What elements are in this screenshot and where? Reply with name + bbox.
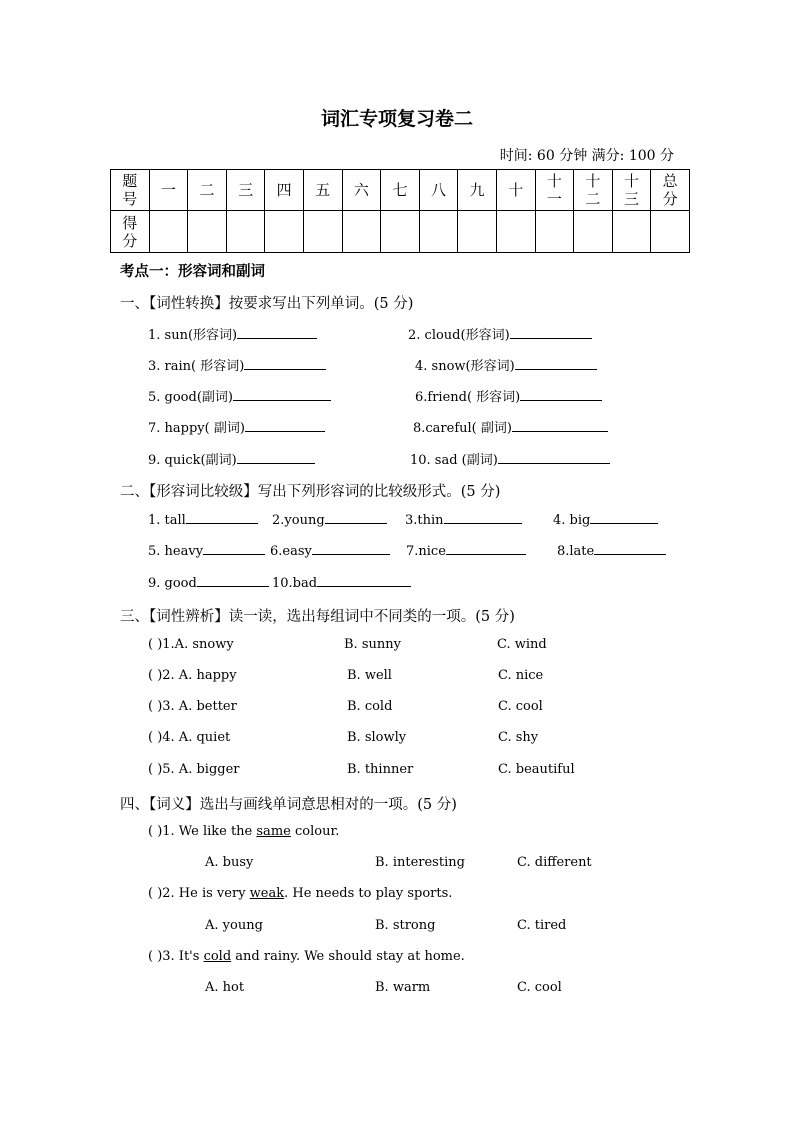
list-item: 3.thin bbox=[405, 511, 522, 528]
answer-blank[interactable] bbox=[245, 419, 325, 432]
table-cell: 总 分 bbox=[651, 170, 690, 211]
table-cell: 八 bbox=[419, 170, 458, 211]
list-item: 4. snow(形容词) bbox=[415, 355, 597, 374]
answer-blank[interactable] bbox=[510, 326, 592, 339]
list-item: 6.friend( 形容词) bbox=[415, 386, 602, 405]
underlined-word: weak bbox=[249, 886, 285, 901]
table-cell: 一 bbox=[149, 170, 188, 211]
list-item: 2.young bbox=[272, 511, 387, 528]
answer-blank[interactable] bbox=[186, 511, 258, 524]
score-cell[interactable] bbox=[612, 211, 651, 253]
option-c[interactable]: C. cool bbox=[498, 699, 543, 714]
table-cell: 十 三 bbox=[612, 170, 651, 211]
score-cell[interactable] bbox=[496, 211, 535, 253]
list-item: 1. tall bbox=[148, 511, 258, 528]
list-item: 10. sad (副词) bbox=[410, 449, 610, 468]
option-b[interactable]: B. sunny bbox=[344, 637, 401, 652]
answer-blank[interactable] bbox=[498, 451, 610, 464]
answer-blank[interactable] bbox=[590, 511, 658, 524]
score-cell[interactable] bbox=[381, 211, 420, 253]
question-text: ( )3. It's cold and rainy. We should stay at home. bbox=[148, 949, 465, 964]
score-cell[interactable] bbox=[342, 211, 381, 253]
exam-meta: 时间: 60 分钟 满分: 100 分 bbox=[499, 148, 674, 164]
question-number: ( )3. A. better bbox=[148, 699, 237, 714]
underlined-word: cold bbox=[203, 949, 232, 964]
question-text: ( )1. We like the same colour. bbox=[148, 824, 340, 839]
score-cell[interactable] bbox=[419, 211, 458, 253]
question-number: ( )2. A. happy bbox=[148, 668, 237, 683]
answer-blank[interactable] bbox=[237, 326, 317, 339]
answer-blank[interactable] bbox=[312, 542, 390, 555]
answer-blank[interactable] bbox=[520, 388, 602, 401]
score-cell[interactable] bbox=[188, 211, 227, 253]
score-cell[interactable] bbox=[574, 211, 613, 253]
table-cell: 题 号 bbox=[111, 170, 150, 211]
table-cell: 七 bbox=[381, 170, 420, 211]
answer-blank[interactable] bbox=[317, 574, 411, 587]
table-cell: 得 分 bbox=[111, 211, 150, 253]
option-c[interactable]: C. tired bbox=[517, 918, 567, 933]
table-cell: 十 一 bbox=[535, 170, 574, 211]
option-b[interactable]: B. slowly bbox=[347, 730, 407, 745]
option-b[interactable]: B. cold bbox=[347, 699, 393, 714]
option-a[interactable]: A. hot bbox=[205, 980, 245, 995]
option-b[interactable]: B. interesting bbox=[375, 855, 465, 870]
section-4-heading: 四、【词义】选出与画线单词意思相对的一项。(5 分) bbox=[120, 797, 457, 813]
option-a[interactable]: A. busy bbox=[205, 855, 254, 870]
table-cell: 六 bbox=[342, 170, 381, 211]
list-item: 9. good bbox=[148, 574, 269, 591]
question-number: ( )1.A. snowy bbox=[148, 637, 234, 652]
table-cell: 五 bbox=[303, 170, 342, 211]
option-b[interactable]: B. warm bbox=[375, 980, 431, 995]
underlined-word: same bbox=[256, 824, 291, 839]
answer-blank[interactable] bbox=[244, 357, 326, 370]
table-cell: 三 bbox=[226, 170, 265, 211]
list-item: 4. big bbox=[553, 511, 658, 528]
table-cell: 九 bbox=[458, 170, 497, 211]
option-c[interactable]: C. shy bbox=[498, 730, 539, 745]
page-title: 词汇专项复习卷二 bbox=[320, 108, 473, 130]
score-cell[interactable] bbox=[226, 211, 265, 253]
list-item: 2. cloud(形容词) bbox=[408, 324, 592, 343]
list-item: 7.nice bbox=[406, 542, 526, 559]
answer-blank[interactable] bbox=[325, 511, 387, 524]
option-c[interactable]: C. beautiful bbox=[498, 762, 575, 777]
score-cell[interactable] bbox=[149, 211, 188, 253]
option-c[interactable]: C. cool bbox=[517, 980, 562, 995]
score-cell[interactable] bbox=[535, 211, 574, 253]
list-item: 6.easy bbox=[270, 542, 390, 559]
list-item: 5. heavy bbox=[148, 542, 265, 559]
section-1-heading: 一、【词性转换】按要求写出下列单词。(5 分) bbox=[120, 296, 414, 312]
list-item: 8.careful( 副词) bbox=[413, 417, 608, 436]
list-item: 5. good(副词) bbox=[148, 386, 331, 405]
answer-blank[interactable] bbox=[444, 511, 522, 524]
list-item: 9. quick(副词) bbox=[148, 449, 315, 468]
list-item: 10.bad bbox=[272, 574, 411, 591]
option-c[interactable]: C. nice bbox=[498, 668, 544, 683]
section-3-heading: 三、【词性辨析】读一读，选出每组词中不同类的一项。(5 分) bbox=[120, 609, 515, 625]
score-cell[interactable] bbox=[651, 211, 690, 253]
section-2-heading: 二、【形容词比较级】写出下列形容词的比较级形式。(5 分) bbox=[120, 484, 501, 500]
answer-blank[interactable] bbox=[203, 542, 265, 555]
question-text: ( )2. He is very weak. He needs to play sports. bbox=[148, 886, 453, 901]
answer-blank[interactable] bbox=[237, 451, 315, 464]
answer-blank[interactable] bbox=[512, 419, 608, 432]
option-c[interactable]: C. wind bbox=[497, 637, 547, 652]
list-item: 3. rain( 形容词) bbox=[148, 355, 326, 374]
table-cell: 十 bbox=[496, 170, 535, 211]
list-item: 8.late bbox=[557, 542, 666, 559]
table-cell: 十 二 bbox=[574, 170, 613, 211]
answer-blank[interactable] bbox=[233, 388, 331, 401]
option-b[interactable]: B. well bbox=[347, 668, 392, 683]
option-b[interactable]: B. strong bbox=[375, 918, 436, 933]
score-cell[interactable] bbox=[265, 211, 304, 253]
score-cell[interactable] bbox=[458, 211, 497, 253]
answer-blank[interactable] bbox=[197, 574, 269, 587]
option-a[interactable]: A. young bbox=[205, 918, 263, 933]
question-number: ( )4. A. quiet bbox=[148, 730, 231, 745]
option-b[interactable]: B. thinner bbox=[347, 762, 414, 777]
score-table bbox=[110, 169, 690, 253]
topic-heading: 考点一：形容词和副词 bbox=[120, 263, 265, 280]
answer-blank[interactable] bbox=[515, 357, 597, 370]
option-c[interactable]: C. different bbox=[517, 855, 592, 870]
answer-blank[interactable] bbox=[446, 542, 526, 555]
list-item: 7. happy( 副词) bbox=[148, 417, 325, 436]
answer-blank[interactable] bbox=[594, 542, 666, 555]
table-cell: 二 bbox=[188, 170, 227, 211]
list-item: 1. sun(形容词) bbox=[148, 324, 317, 343]
question-number: ( )5. A. bigger bbox=[148, 762, 240, 777]
score-cell[interactable] bbox=[303, 211, 342, 253]
table-cell: 四 bbox=[265, 170, 304, 211]
